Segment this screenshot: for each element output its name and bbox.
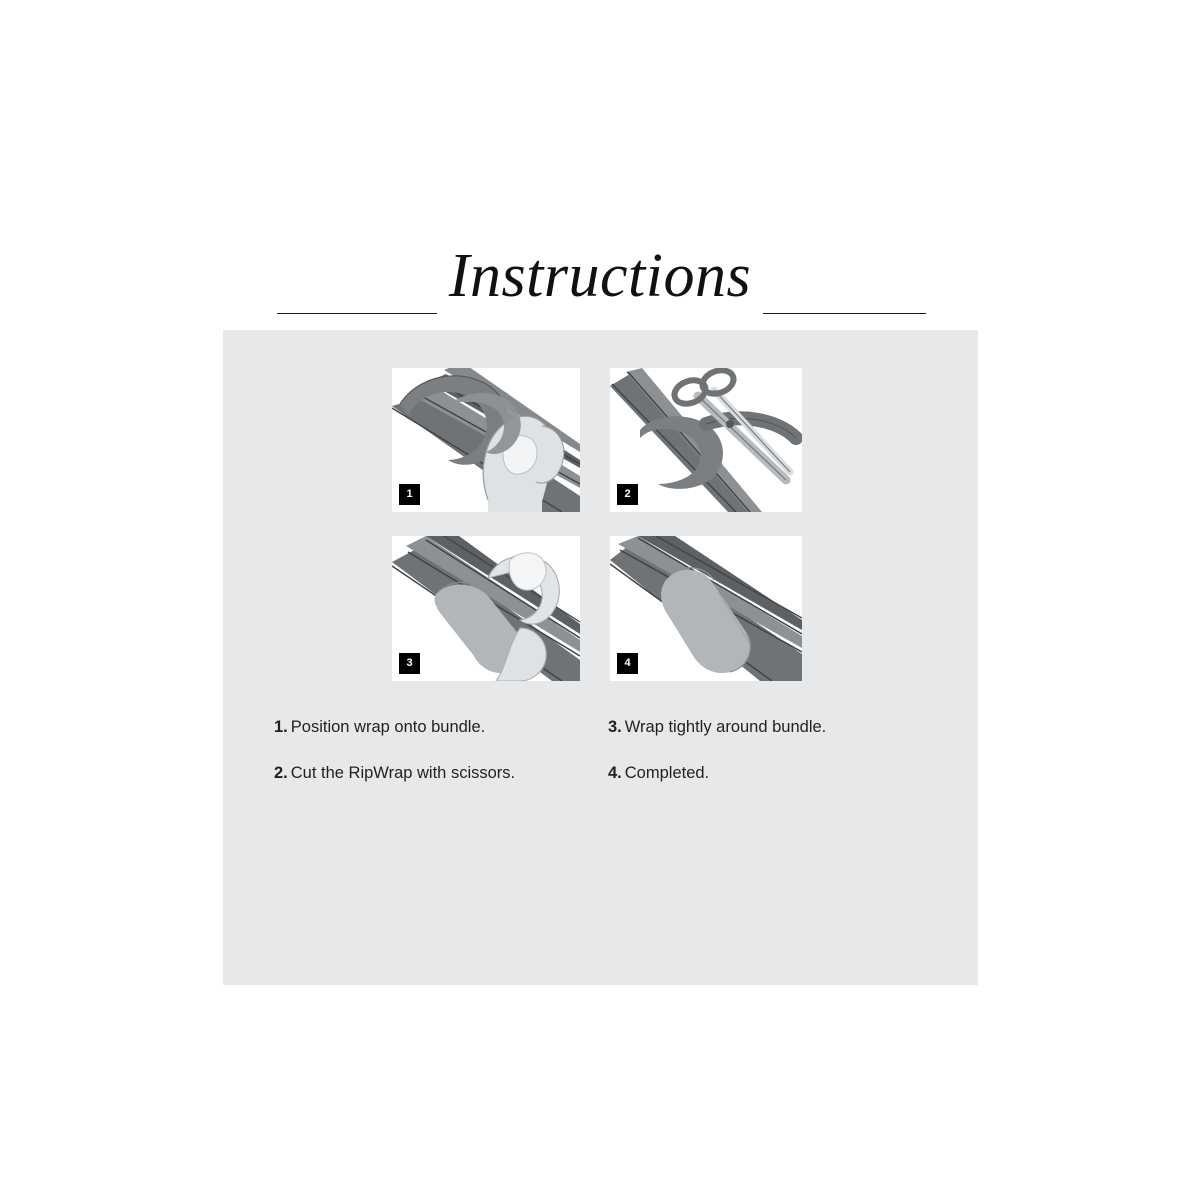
step-1-text: Position wrap onto bundle.	[290, 718, 486, 736]
figure-3-badge: 3	[399, 653, 420, 674]
step-1	[274, 718, 485, 737]
step-4-number: 4.	[608, 764, 622, 782]
figure-3-illustration	[392, 536, 580, 681]
step-1-number: 1.	[274, 718, 288, 736]
figure-4-badge: 4	[617, 653, 638, 674]
title-rule-left	[277, 313, 437, 314]
page-title: Instructions	[448, 242, 752, 310]
figure-cut-wrap	[610, 368, 802, 512]
figure-2-illustration	[610, 368, 802, 512]
figure-1-illustration	[392, 368, 580, 512]
figure-wrap-tightly	[392, 536, 580, 681]
figure-1-badge: 1	[399, 484, 420, 505]
title-rule-right	[763, 313, 926, 314]
figure-position-wrap	[392, 368, 580, 512]
step-2-text: Cut the RipWrap with scissors.	[290, 764, 516, 782]
figure-2-badge: 2	[617, 484, 638, 505]
step-3-number: 3.	[608, 718, 622, 736]
step-4	[608, 764, 709, 783]
step-2-number: 2.	[274, 764, 288, 782]
figure-completed	[610, 536, 802, 681]
step-3-text: Wrap tightly around bundle.	[624, 718, 827, 736]
figure-grid	[392, 368, 809, 681]
page-header	[0, 242, 1200, 325]
step-3	[608, 718, 826, 737]
step-4-text: Completed.	[624, 764, 710, 782]
step-2	[274, 764, 515, 783]
figure-4-illustration	[610, 536, 802, 681]
